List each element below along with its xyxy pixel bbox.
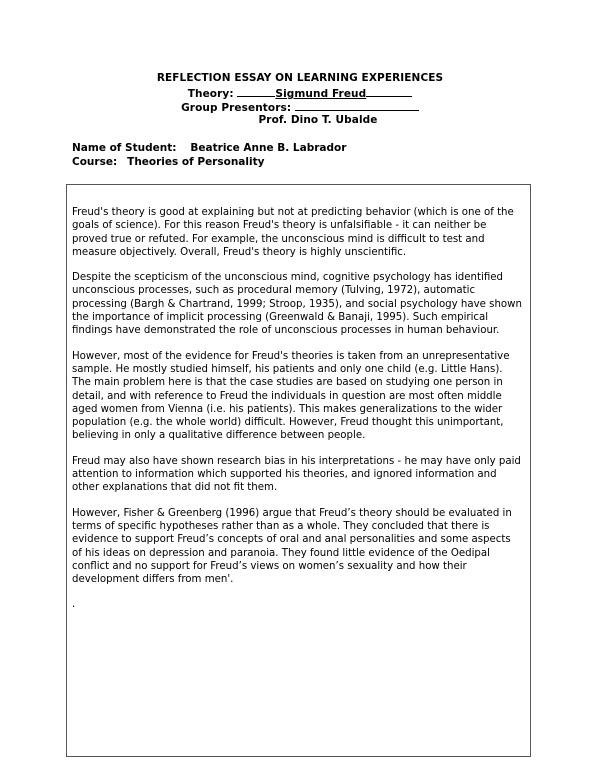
course-label: Course: <box>72 156 118 168</box>
presentors-label: Group Presentors: <box>181 102 292 114</box>
course-value: Theories of Personality <box>127 156 265 168</box>
essay-content <box>72 206 522 624</box>
essay-paragraph: However, most of the evidence for Freud's theories is taken from an unrepresentative sample. He mostly studied himself, his patients and only one child (e.g. Little Hans). The main problem here is that the case studies are based on studying one person in detail, and with reference to Freud the individuals in question are most often middle aged women from Vienna (i.e. his patients). This makes generalizations to the wider population (e.g. the whole world) difficult. However, Freud thought this unimportant, believing in only a qualitative difference between people. <box>72 350 510 442</box>
professor-line: Prof. Dino T. Ubalde <box>258 114 378 126</box>
presentors-blank <box>295 100 419 111</box>
student-name-value: Beatrice Anne B. Labrador <box>190 142 347 154</box>
essay-paragraph: Freud may also have shown research bias in his interpretations - he may have only paid attention to information which supported his theories, and ignored information and other explanations that did not fit them. <box>72 455 521 494</box>
essay-paragraph: Freud's theory is good at explaining but not at predicting behavior (which is one of the goals of science). For this reason Freud's theory is unfalsifiable - it can neither be proved true or refuted. For example, the unconscious mind is difficult to test and measure objectively. Overall, Freud's theory is highly unscientific. <box>72 207 514 258</box>
theory-label: Theory: <box>187 88 234 100</box>
document-title: REFLECTION ESSAY ON LEARNING EXPERIENCES <box>156 72 444 84</box>
essay-trailing-mark: . <box>72 599 76 611</box>
theory-blank-left <box>237 86 275 97</box>
theory-value: Sigmund Freud <box>275 88 367 100</box>
essay-paragraph: Despite the scepticism of the unconscious mind, cognitive psychology has identified unconscious processes, such as procedural memory (Tulving, 1972), automatic processing (Bargh & Chartrand, 1999; Stroop, 1935), and social psychology have shown the importance of implicit processing (Greenwald & Banaji, 1995). Such empirical findings have demonstrated the role of unconscious processes in human behaviour. <box>72 272 522 337</box>
presentors-line <box>0 100 600 114</box>
theory-blank-right <box>366 86 412 97</box>
theory-line <box>0 86 600 100</box>
course-line <box>72 156 264 168</box>
essay-paragraph: However, Fisher & Greenberg (1996) argue that Freud’s theory should be evaluated in terms of specific hypotheses rather than as a whole. They concluded that there is evidence to support Freud’s concepts of oral and anal personalities and some aspects of his ideas on depression and paranoia. They found little evidence of the Oedipal conflict and no support for Freud’s views on women’s sexuality and how their development differs from men'. <box>72 507 512 586</box>
student-name-line <box>72 142 346 154</box>
student-name-label: Name of Student: <box>72 142 177 154</box>
